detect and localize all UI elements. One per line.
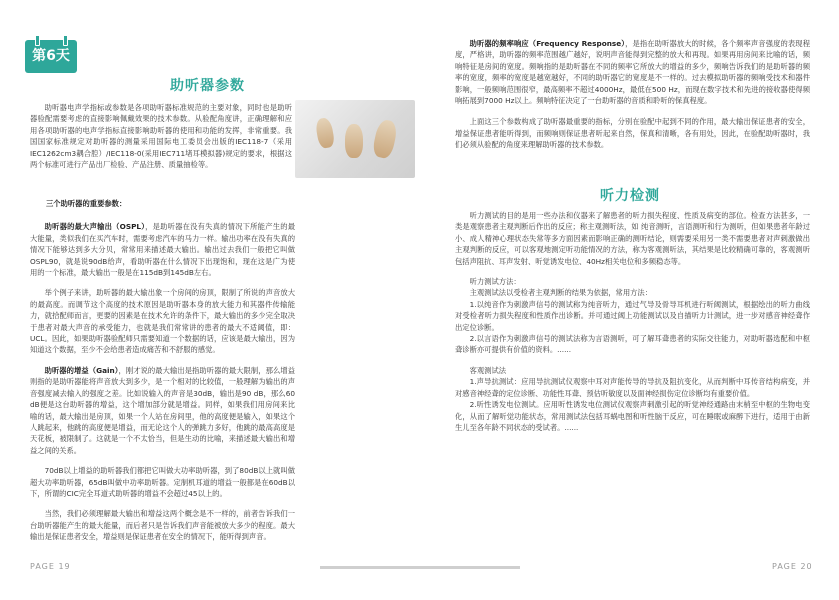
paragraph-power-class: 70dB以上增益的助听器我们都把它叫做大功率助听器，到了80dB以上就叫做超大功率助听器，65dB叫做中功率助听器。定制机耳道的增益一般都是在60dB以下，所谓的CIC完全耳道式助听器的增益不会超过45以上的。: [30, 466, 295, 498]
right-column-top: [455, 38, 810, 151]
gain-lead: 助听器的增益（Gain）: [44, 365, 119, 375]
hearing-aid-photo: [295, 100, 415, 178]
left-section-title: 助听器参数: [170, 78, 245, 94]
subjective-label: 主观测试法以受检者主观判断的结果为依据，常用方法：: [469, 288, 653, 298]
pure-tone-item: 1.以纯音作为刺激声信号的测试称为纯音听力，通过气导及骨导耳机进行听阈测试，根据绘出的听力曲线对受检者听力损失程度和性质作出诊断。并可通过阈上功能测试以及自描听力计测试，进一步对感音神经聋作出定位诊断。: [455, 299, 810, 332]
binder-ring-icon: [35, 35, 40, 46]
objective-label: 客观测试法: [469, 365, 507, 375]
left-intro: [30, 102, 292, 170]
section-heading: 三个助听器的重要参数：: [46, 199, 127, 208]
evoked-potential-item: 2.听性诱发电位测试。应用听性诱发电位测试仪观察声刺激引起的听觉神经通路由末梢至中枢的生物电变化，从而了解听觉功能状态，常用测试法包括耳蜗电图和听性脑干反应，可在睡眠或麻醉下进行，适用于由新生儿至各年龄不同状态的受试者。......: [455, 400, 810, 432]
paragraph-ceiling: 举个例子来讲，助听器的最大输出象一个房间的房顶，限制了所说的声音放大的最高度。而调节这个高度的技术原因是助听器本身的放大能力和其器件传输能力，就拾配师而言，更要的因素是在技术允许的条件下，最大输出的多少完全取决于患者对最大声音的承受能力，也就是我们常常讲的患者的最大不适阈值，即：UCL。因此，如果助听器验配师只需要知道一个数据的话，应该是最大输出，因为知道这个数据，至少不会给患者造成痛苦和不舒服的感觉。: [30, 288, 295, 355]
paragraph-frequency: [455, 38, 810, 106]
right-column-body: [455, 210, 810, 433]
paragraph-gain: [30, 365, 295, 456]
frequency-text: ，是指在助听器放大的时候，各个频率声音强度的表现程度，严格讲，助听器的频率范围越广越好，说明声音能得到完整的放大和再现。如果再用房间来比喻的话，频响特征是房间的宽度。频响指的是助听器在不同的频率它所放大的增益的多少，频响告诉我们的是助听器的频率的宽度，频率的宽度是越宽越好，不同的助听器它的宽度是不一样的。过去模拟助听器的频响受技术和器件影响，一般频响范围很窄，最高频率不超过4000Hz，最低在500 Hz，而现在数字技术和先进的接收器使得频响拓展到7000 Hz以上。频响特征决定了一台助听器的音质和聆听的保真程度。: [455, 39, 811, 106]
paragraph-ospl: [30, 221, 295, 278]
ospl-lead: 助听器的最大声输出（OSPL）: [44, 222, 146, 232]
hearing-aid-icon: [315, 117, 336, 149]
right-section-title: 听力检测: [600, 188, 660, 204]
methods-label: 听力测试方法：: [469, 277, 521, 287]
gain-text: ，刚才说的最大输出是指助听器的最大限制，那么增益则指的是助听器能将声音放大到多少，是一个相对的比较值，一般理解为输出的声音强度减去输入的强度之差。比如说输入的声音是30dB，输出是90 dB，那么60 dB便是这台助听器的增益，这个增加部分就是增益。同样，如果我们用房间来比喻的话，最大输出是房顶，如果一个人站在房间里，他的高度便是输入，如果这个人跳起来，他跳的高度便是增益，而无论这个人的弹跳力多好，他跳的最高高度是天花板，被限制了。这就是一个不太恰当，但是生动的比喻，来描述最大输出和增益之间的关系。: [30, 365, 296, 455]
day-badge: [25, 40, 77, 73]
page-divider: [320, 566, 520, 569]
binder-ring-icon: [63, 35, 68, 46]
paragraph-purpose: 听力测试的目的是用一些办法和仪器来了解患者的听力损失程度、性质及病变的部位。检查方法甚多，一类是观察患者主观判断后作出的反应；称主观测听法，如 纯音测听，言语测听和行为测听，但如果患者年龄过小、成人精神心理状态失常等多方面因素而影响正确的测听结论，则需要采用另一类不需要患者对声刺激做出主观判断的反应，可以客观地测定听功能情况的方法，称为客观测听法，其结果是比较精确可靠的，客观测听包括声阻抗、耳声发射、听觉诱发电位、40Hz相关电位和多频稳态等。: [455, 211, 810, 266]
day-badge-label: 第6天: [32, 48, 70, 64]
hearing-aid-icon: [345, 124, 363, 158]
frequency-lead: 助听器的频率响应（Frequency Response）: [469, 39, 626, 48]
paragraph-summary: 上面这三个参数构成了助听器最重要的指标，分别在验配中起到不同的作用，最大输出保证患者的安全，增益保证患者能听得到，而频响则保证患者听起来自然，保真和清晰，各有用处，因此，在验配助听器时，我们必须从验配的角度来理解助听器的技术参数。: [455, 117, 810, 150]
left-page-number: PAGE 19: [30, 562, 71, 571]
left-column-body: [30, 198, 295, 543]
paragraph-difference: 当然，我们必须理解最大输出和增益这两个概念是不一样的，前者告诉我们一台助听器能产生的最大能量，而后者只是告诉我们声音能被放大多少的程度。最大输出是保证患者安全，增益则是保证患者在安全的情况下，能听得到声音。: [30, 509, 295, 542]
speech-item: 2.以言语作为刺激声信号的测试法称为言语测听，可了解耳聋患者的实际交往能力，对助听器选配和中枢聋诊断亦可提供有价值的资料。......: [455, 334, 810, 355]
ospl-text: ，是助听器在没有失真的情况下所能产生的最大能量，类似我们在买汽车时，需要考虑汽车的马力一样。输出功率在没有失真的情况下能够达到多大分贝，常常用来描述最大输出。输出过去我们一般把它叫做OSPL90，就是说90dB给声，看助听器在什么情况下出现饱和，现在这是广为使用的一个标准，最大输出一般是在115dB到145dB左右。: [30, 222, 295, 278]
hearing-aid-icon: [371, 118, 398, 159]
impedance-item: 1.声导抗测试：应用导抗测试仪观察中耳对声能传导的导抗及阻抗变化，从而判断中耳传音结构病变，并对感音神经聋的定位诊断、功能性耳聋、预估听敏度以及面神经损伤定位诊断均有重要价值。: [455, 377, 810, 398]
intro-paragraph: 助听器电声学指标或参数是各项助听器标准规范的主要对象，同时也是助听器验配需要考虑的直接影响佩戴效果的技术参数。从验配角度讲，正确理解和应用各项助听器的电声学指标直接影响助听器的使用和功能的发挥，非常重要。我国国家标准规定对助听器的测量采用国际电工委员会出版的IEC118-7（采用IEC1262cm3耦合腔）/IEC118-0(采用IEC711堵耳模拟器)规定的要求，根据这两个标准可进行产品出厂检验、产品注册、质量抽检等。: [30, 103, 292, 170]
right-page-number: PAGE 20: [772, 562, 813, 571]
